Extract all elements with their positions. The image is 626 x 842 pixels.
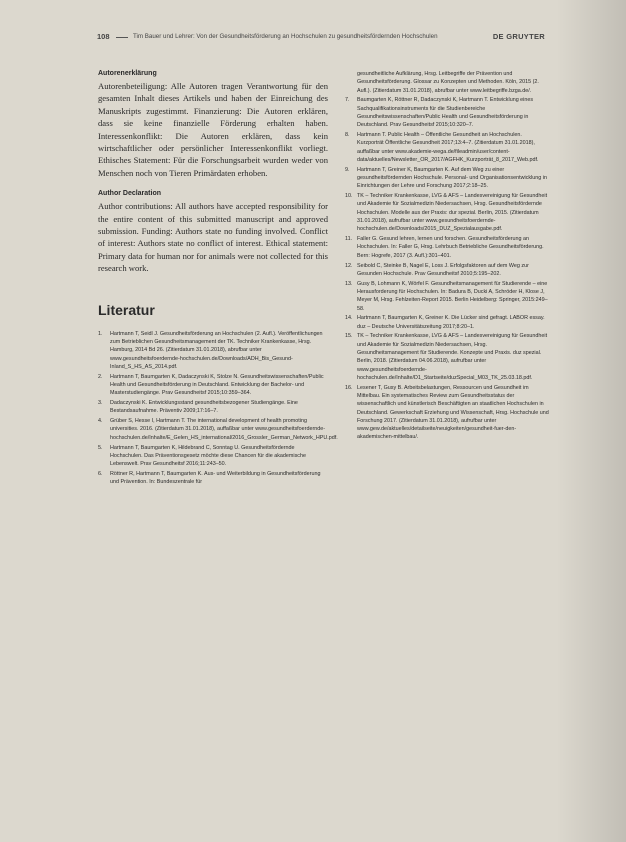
reference-text: TK – Techniker Krankenkasse, LVG & AFS – Landesvereinigung für Gesundheit und Akademie für Sozialmedizin Niedersachsen, Hrsg. Gesundheitsmanagement für Studierende. Konzepte und Praxis. duz spezial. Berlin, 2018. (Zitierdatum 04.06.2018), aufrufbar unter www.gesundheitsfoerdernde-hochschulen.de/Inhalte/D1_Startseite/duzSpecial_M03_TK_25.03.18.pdf.	[357, 333, 548, 381]
reference-item	[345, 70, 550, 95]
publisher-brand: DE GRUYTER	[492, 32, 545, 41]
reference-text: Hartmann T, Baumgarten K, Greiner K. Die Lücker sind gefragt. LABOR essay. duz – Deutsche Universitätszeitung 2017;8:20–1.	[357, 315, 545, 330]
reference-number: 1.	[98, 330, 103, 337]
reference-number: 4.	[98, 418, 103, 425]
reference-text: Hartmann T, Greiner K, Baumgarten K. Auf dem Weg zu einer gesundheitsfördernden Hochschule. Personal- und Organisationsentwicklung in Einrichtungen der Lehre und Forschung 2017;2:18–25.	[357, 166, 547, 190]
reference-item	[345, 166, 550, 191]
reference-number: 6.	[98, 470, 103, 477]
reference-item	[345, 314, 550, 331]
reference-number: 11.	[345, 236, 353, 243]
reference-item	[98, 399, 328, 416]
reference-text: Hartmann T, Baumgarten K, Dadaczynski K, Stolze N. Gesundheitswissenschaften/Public Health und Gesundheitsförderung in Deutschland. Entwicklung der Bachelor- und Masterstudiengänge. Prav Gesundheitsf 2015;10:359–364.	[110, 373, 324, 397]
reference-item	[345, 131, 550, 164]
author-declaration-section	[98, 190, 328, 274]
reference-number: 8.	[345, 132, 350, 139]
running-header	[97, 32, 545, 44]
header-dash	[116, 37, 128, 38]
reference-text: Röttner R, Hartmann T, Baumgarten K. Aus- und Weiterbildung in Gesundheitsförderung und Prävention. In: Bundeszentrale für	[110, 470, 321, 486]
reference-text: Baumgarten K, Röttner R, Dadaczynski K, Hartmann T. Entwicklung eines Sachqualifikationsinstruments für die Studienbereiche Gesundheitswissenschaften/Public Health und Gesundheitsförderung in Deutschland. Prav Gesundheitsf 2015;10:320–7.	[357, 97, 534, 129]
literatur-heading: Literatur	[98, 301, 155, 318]
reference-item	[98, 417, 338, 442]
reference-number: 9.	[345, 166, 350, 173]
reference-number: 14.	[345, 315, 353, 322]
reference-number: 10.	[345, 193, 353, 200]
reference-list-left	[98, 330, 338, 487]
reference-item	[98, 470, 328, 487]
reference-text: Lesener T, Gusy B. Arbeitsbelastungen, Ressourcen und Gesundheit im Mittelbau. Ein systematisches Review zum Gesundheitsstatus der wissenschaftlich und künstlerisch Beschäftigten an staatlichen Hochschulen in Deutschland. Gewerkschaft Erziehung und Wissenschaft, Hrsg. Hochschule und Forschung 2017. (Zitierdatum 31.01.2018), aufrufbar unter www.gew.de/aktuelles/detailseite/neuigkeiten/gesundheit-fuer-den-akademischen-mittelbau/.	[357, 384, 549, 441]
reference-number: 16.	[345, 384, 353, 391]
reference-number: 12.	[345, 262, 353, 269]
reference-number: 15.	[345, 333, 353, 340]
reference-number: 13.	[345, 280, 353, 287]
autorenerklaerung-heading: Autorenerklärung	[98, 70, 157, 77]
author-declaration-text: Author contributions: All authors have accepted responsibility for the entire content of this submitted manuscript and approved submission. Funding: Authors state no funding involved. Conflict of interest: Authors state no conflict of interest. Ethical statement: Primary data for human nor for animals were not collected for this research work.	[98, 201, 328, 274]
reference-text: Gusy B, Lohmann K, Wörfel F. Gesundheitsmanagement für Studierende – eine Herausforderung für Hochschulen. In: Badura B, Ducki A, Schröder H, Klose J, Meyer M, Hrsg. Fehlzeiten-Report 2015. Berlin Heidelberg: Springer, 2015:249–58.	[357, 280, 548, 312]
reference-item	[345, 192, 550, 233]
reference-text: Hartmann T, Baumgarten K, Hildebrand C, Sonntag U. Gesundheitsfördernde Hochschulen. Das Präventionsgesetz möchte diese Chancen für die akademische Lebenswelt. Prav Gesundheitsf 2016;11:243–50.	[110, 444, 306, 468]
reference-number: 3.	[98, 400, 103, 407]
reference-text: TK – Techniker Krankenkasse, LVG & AFS – Landesvereinigung für Gesundheit und Akademie für Sozialmedizin Niedersachsen, Hrsg. Gesundheitsfördernde Hochschulen. Modelle aus der Praxis: dur spezial. Berlin, 2015. (Zitierdatum 31.01.2018), aufrufbar unter www.gesundheitsfoerdernde-hochschulen.de/Downloads/2015_DUZ_Spezialausgabe.pdf.	[357, 193, 548, 233]
reference-item	[345, 384, 550, 442]
autorenerklaerung-section	[98, 70, 328, 179]
reference-text: Hartmann T. Public Health – Öffentliche Gesundheit an Hochschulen. Kurzporträt Öffentliche Gesundheit 2017;13:4–7. (Zitierdatum 31.01.2018), auffaßbar unter www.akademie-wega.de/fileadmin/user/content-data/aktuelles/Newsletter_OR_2017/AGFHK_Kurzporträt_8_2017_Web.pdf.	[357, 132, 539, 163]
reference-item	[98, 373, 328, 398]
reference-text: Seibold C, Steinke B, Nagel E, Loss J. Erfolgsfaktoren auf dem Weg zur Gesunden Hochschule. Prav Gesundheitsf 2010;5:195–202.	[357, 262, 529, 277]
reference-number: 2.	[98, 373, 103, 380]
reference-item	[345, 96, 550, 129]
reference-number: 7.	[345, 97, 350, 104]
reference-item	[98, 444, 328, 469]
reference-item	[345, 262, 550, 279]
reference-text: Grüber S, Hesse I, Hartmann T. The international development of health promoting universities. 2016. (Zitierdatum 31.01.2018), auffaßbar unter www.gesundheitsfoerdernde-hochschulen.de/Inhalte/E_Gelen_HS_international/2016_Grossler_German_Network_HPU.pdf.	[110, 418, 338, 441]
autorenerklaerung-text: Autorenbeteiligung: Alle Autoren tragen Verantwortung für den gesamten Inhalt dieses Artikels und haben der Einreichung des Manuskripts zugestimmt. Finanzierung: Die Autoren erklären, dass sie keine finanzielle Förderung erhalten haben. Interessenkonflikt: Die Autoren erklären, dass kein wirtschaftlicher oder persönlicher Interessenkonflikt vorliegt. Ethisches Statement: Für die Forschungsarbeit wurden weder von Menschen noch von Tieren Primärdaten erhoben.	[98, 81, 328, 178]
left-column	[98, 70, 338, 488]
reference-text: Faller G. Gesund lehren, lernen und forschen. Gesundheitsförderung an Hochschulen. In: Faller G, Hrsg. Lehrbuch Betriebliche Gesundheitsförderung. Bern: Hogrefe, 2017 (3. Aufl.):301–401.	[357, 236, 544, 259]
reference-text: Hartmann T, Seidl J. Gesundheitsförderung an Hochschulen (2. Aufl.). Veröffentlichungen zum Betrieblichen Gesundheitsmanagement der TK. Techniker Krankenkasse, Hrsg. Hamburg, 2014 Bd 26. (Zitierdatum 31.01.2018), abrufbar unter www.gesundheitsfoerdernde-hochschulen.de/Downloads/ADH_Bis_Gesund-Inland_S_HS_AS_2014.pdf.	[110, 330, 323, 370]
reference-number: 5.	[98, 444, 103, 451]
author-declaration-heading: Author Declaration	[98, 190, 162, 198]
scan-shadow	[556, 0, 626, 842]
reference-item	[345, 280, 550, 313]
reference-item	[345, 332, 550, 382]
reference-list-right	[345, 70, 550, 443]
running-title: Tim Bauer und Lehrer: Von der Gesundheitsförderung an Hochschulen zu gesundheitsfördernden Hochschulen	[133, 33, 438, 40]
reference-text: Dadaczynski K. Entwicklungsstand gesundheitsbezogener Studiengänge. Eine Bestandsaufnahme. Präventiv 2009;17:16–7.	[110, 400, 298, 415]
reference-item	[345, 235, 550, 260]
reference-text: gesundheitliche Aufklärung, Hrsg. Leitbegriffe der Prävention und Gesundheitsförderung. Glossar zu Konzepten und Methoden. Köln, 2015 (2. Aufl.). (Zitierdatum 31.01.2018), abrufbar unter www.leitbegriffe.bzga.de/.	[357, 71, 539, 94]
page-number: 108	[97, 32, 110, 41]
reference-item	[98, 330, 328, 371]
